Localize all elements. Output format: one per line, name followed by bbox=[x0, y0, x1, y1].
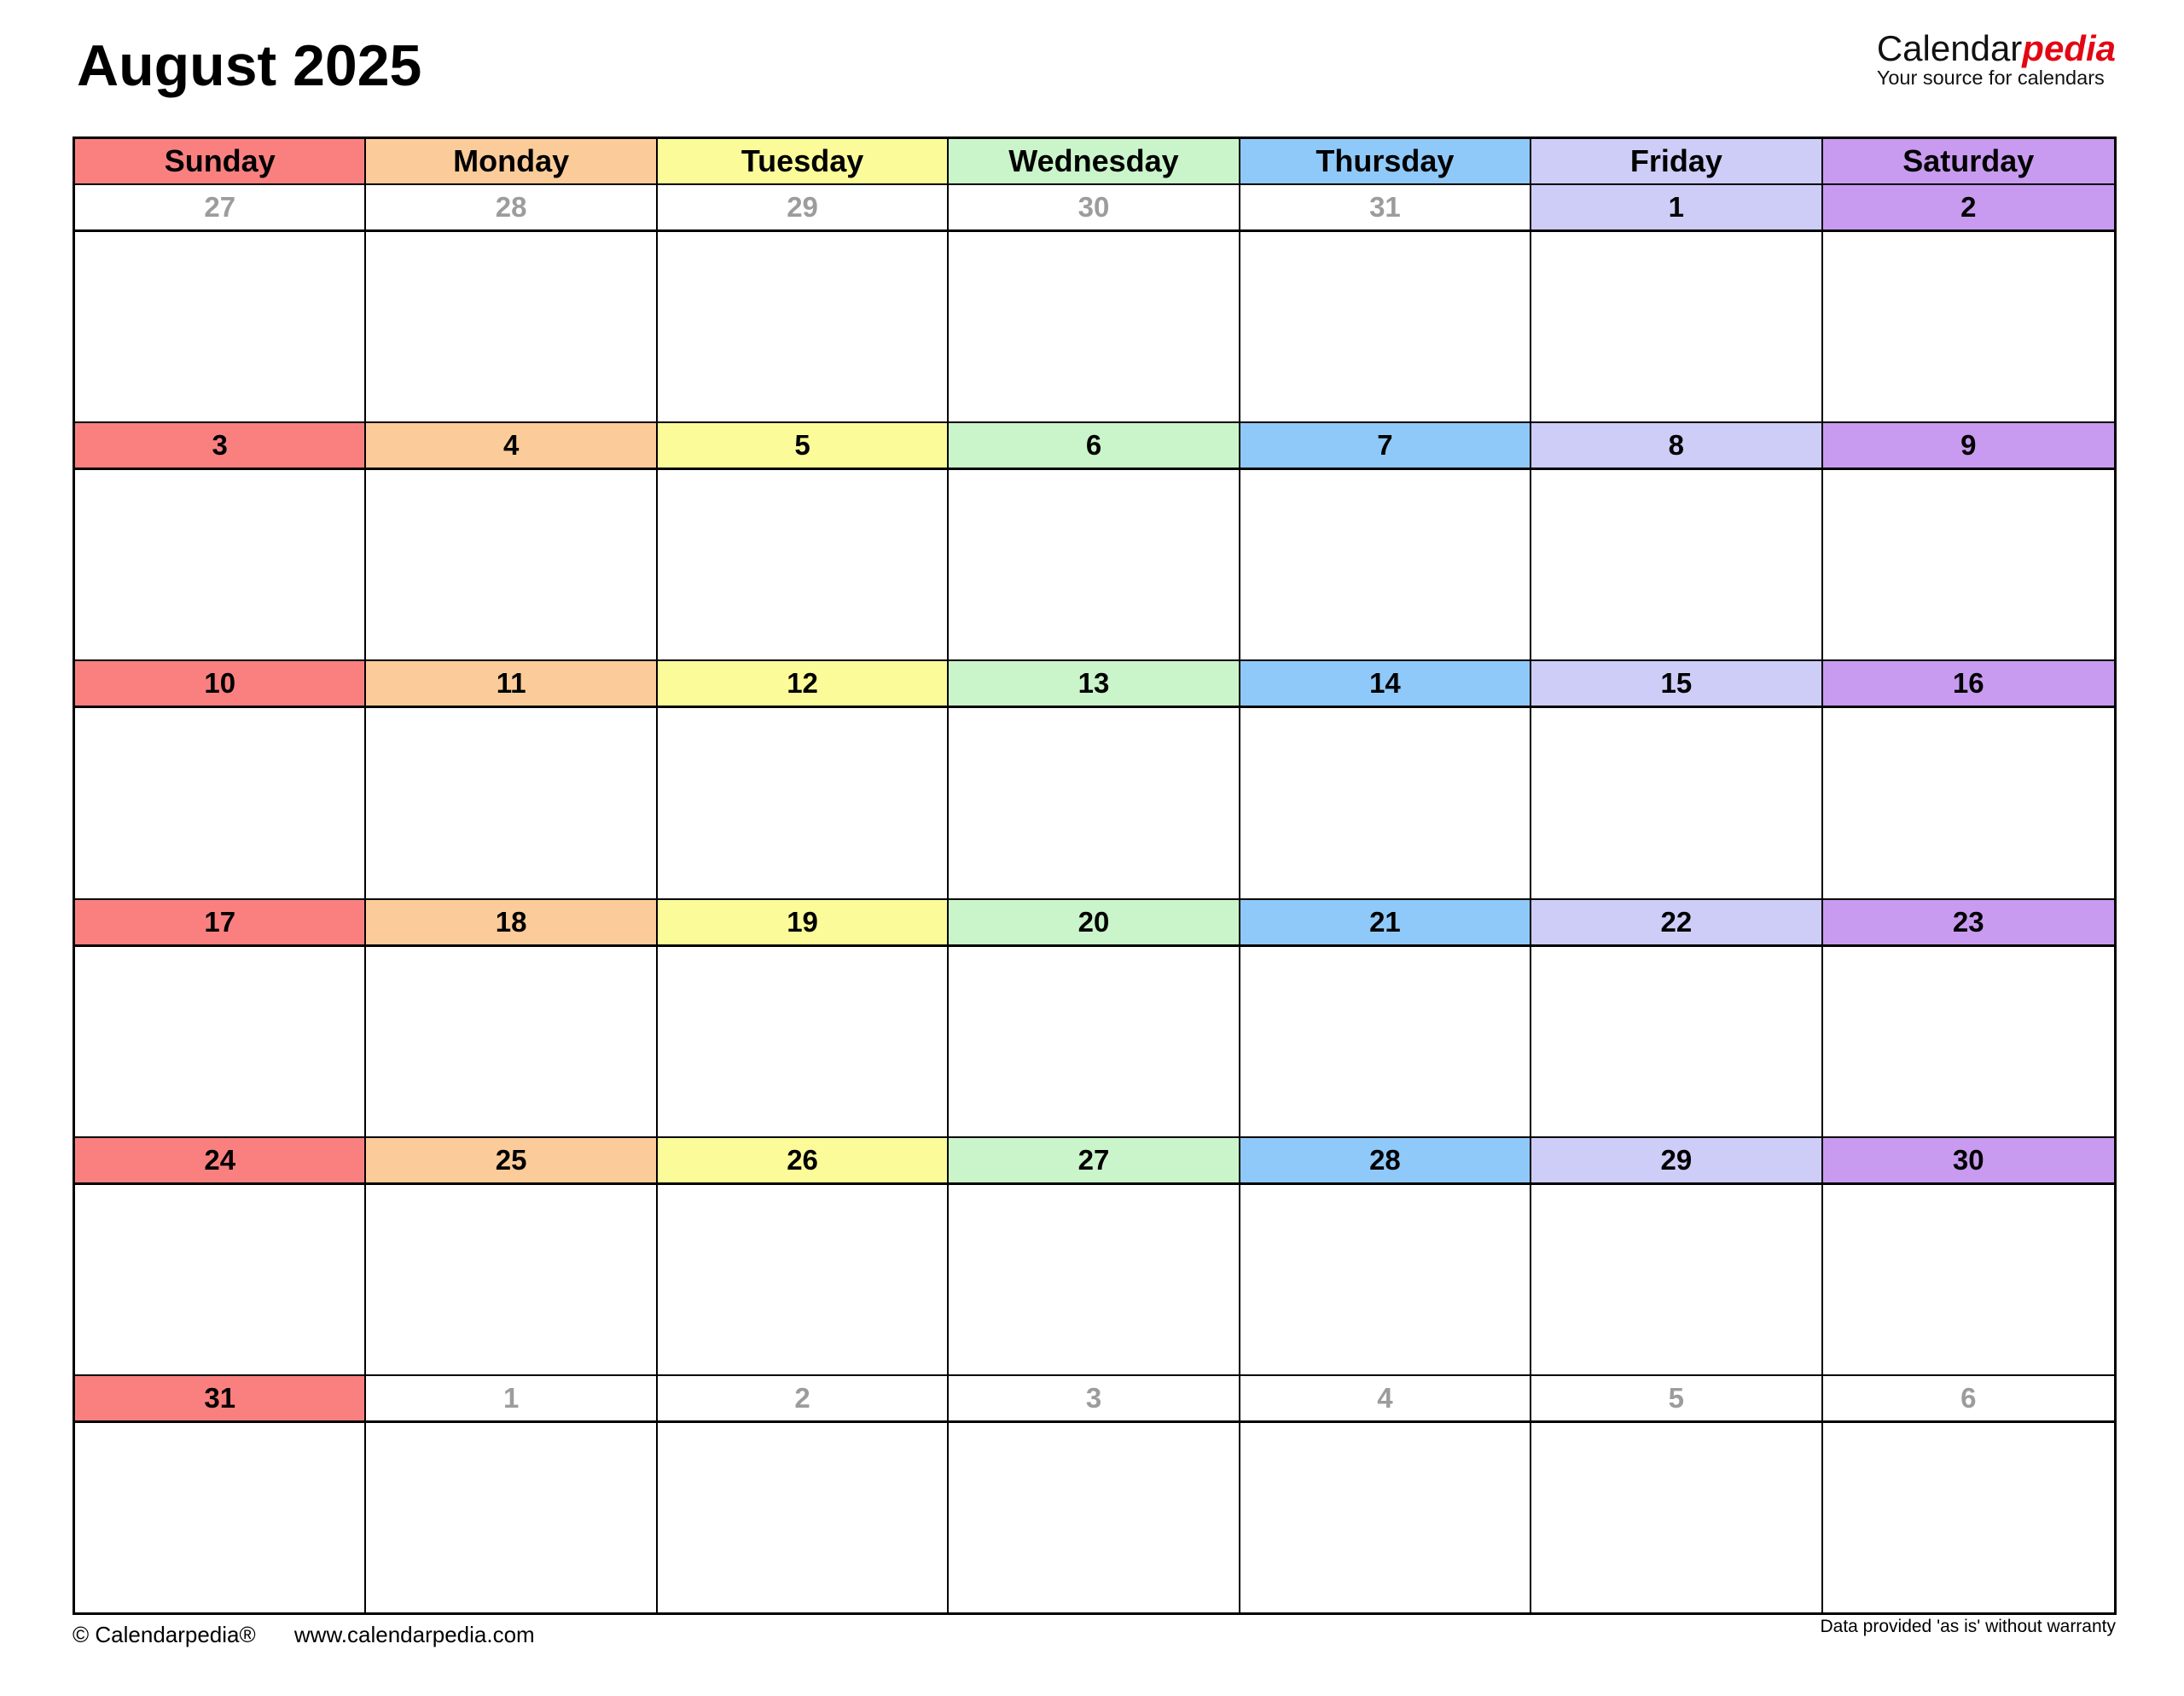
notes-cell bbox=[658, 232, 949, 421]
calendarpedia-url[interactable]: www.calendarpedia.com bbox=[293, 1622, 535, 1647]
footer-disclaimer: Data provided 'as is' without warranty bbox=[1820, 1617, 2116, 1636]
date-cell: 29 bbox=[658, 185, 949, 229]
notes-cell bbox=[1823, 1423, 2114, 1612]
date-cell: 15 bbox=[1531, 661, 1822, 706]
week-4-date-row bbox=[75, 900, 2114, 947]
week-6-notes-row bbox=[75, 1423, 2114, 1612]
week-5-notes-row bbox=[75, 1185, 2114, 1376]
date-cell: 30 bbox=[949, 185, 1240, 229]
date-cell: 17 bbox=[75, 900, 366, 944]
date-cell: 3 bbox=[75, 423, 366, 468]
date-cell: 10 bbox=[75, 661, 366, 706]
page-title: August 2025 bbox=[77, 33, 422, 98]
notes-cell bbox=[1823, 232, 2114, 421]
notes-cell bbox=[1823, 470, 2114, 659]
notes-cell bbox=[658, 470, 949, 659]
date-cell: 24 bbox=[75, 1138, 366, 1182]
notes-cell bbox=[75, 470, 366, 659]
notes-cell bbox=[1240, 1423, 1531, 1612]
notes-cell bbox=[1240, 470, 1531, 659]
copyright-text: © Calendarpedia® bbox=[73, 1622, 256, 1647]
date-cell: 25 bbox=[366, 1138, 657, 1182]
notes-cell bbox=[1531, 1423, 1822, 1612]
week-1-notes-row bbox=[75, 232, 2114, 423]
notes-cell bbox=[1240, 708, 1531, 897]
date-cell: 1 bbox=[1531, 185, 1822, 229]
notes-cell bbox=[949, 947, 1240, 1136]
date-cell: 30 bbox=[1823, 1138, 2114, 1182]
notes-cell bbox=[1531, 947, 1822, 1136]
date-cell: 27 bbox=[75, 185, 366, 229]
notes-cell bbox=[366, 1423, 657, 1612]
date-cell: 12 bbox=[658, 661, 949, 706]
logo-wordmark-red: pedia bbox=[2022, 28, 2116, 68]
notes-cell bbox=[75, 947, 366, 1136]
notes-cell bbox=[1823, 708, 2114, 897]
week-3-notes-row bbox=[75, 708, 2114, 899]
week-1-date-row bbox=[75, 185, 2114, 232]
date-cell: 4 bbox=[1240, 1376, 1531, 1420]
notes-cell bbox=[658, 708, 949, 897]
notes-cell bbox=[1531, 470, 1822, 659]
date-cell: 9 bbox=[1823, 423, 2114, 468]
notes-cell bbox=[75, 708, 366, 897]
notes-cell bbox=[1240, 947, 1531, 1136]
notes-cell bbox=[1823, 947, 2114, 1136]
date-cell: 5 bbox=[658, 423, 949, 468]
notes-cell bbox=[658, 1185, 949, 1374]
day-header-monday: Monday bbox=[366, 139, 657, 183]
day-header-saturday: Saturday bbox=[1823, 139, 2114, 183]
date-cell: 27 bbox=[949, 1138, 1240, 1182]
week-2-date-row bbox=[75, 423, 2114, 470]
date-cell: 16 bbox=[1823, 661, 2114, 706]
date-cell: 5 bbox=[1531, 1376, 1822, 1420]
date-cell: 7 bbox=[1240, 423, 1531, 468]
notes-cell bbox=[75, 1185, 366, 1374]
notes-cell bbox=[366, 1185, 657, 1374]
date-cell: 2 bbox=[1823, 185, 2114, 229]
date-cell: 21 bbox=[1240, 900, 1531, 944]
notes-cell bbox=[949, 1185, 1240, 1374]
notes-cell bbox=[658, 947, 949, 1136]
calendarpedia-logo bbox=[1877, 29, 2116, 90]
date-cell: 6 bbox=[949, 423, 1240, 468]
calendar-grid bbox=[73, 136, 2117, 1615]
notes-cell bbox=[366, 470, 657, 659]
day-header-friday: Friday bbox=[1531, 139, 1822, 183]
notes-cell bbox=[1531, 1185, 1822, 1374]
day-header-row bbox=[75, 139, 2114, 185]
logo-wordmark-black: Calendar bbox=[1876, 28, 2023, 68]
notes-cell bbox=[1531, 708, 1822, 897]
date-cell: 2 bbox=[658, 1376, 949, 1420]
week-5-date-row bbox=[75, 1138, 2114, 1185]
notes-cell bbox=[949, 232, 1240, 421]
notes-cell bbox=[949, 708, 1240, 897]
notes-cell bbox=[366, 232, 657, 421]
week-2-notes-row bbox=[75, 470, 2114, 661]
logo-wordmark bbox=[1877, 29, 2116, 67]
date-cell: 28 bbox=[1240, 1138, 1531, 1182]
date-cell: 6 bbox=[1823, 1376, 2114, 1420]
logo-tagline: Your source for calendars bbox=[1876, 67, 2105, 90]
date-cell: 26 bbox=[658, 1138, 949, 1182]
date-cell: 14 bbox=[1240, 661, 1531, 706]
week-4-notes-row bbox=[75, 947, 2114, 1138]
notes-cell bbox=[949, 1423, 1240, 1612]
date-cell: 1 bbox=[366, 1376, 657, 1420]
date-cell: 31 bbox=[75, 1376, 366, 1420]
notes-cell bbox=[366, 947, 657, 1136]
footer-copyright bbox=[73, 1622, 535, 1648]
date-cell: 4 bbox=[366, 423, 657, 468]
date-cell: 8 bbox=[1531, 423, 1822, 468]
notes-cell bbox=[75, 1423, 366, 1612]
week-3-date-row bbox=[75, 661, 2114, 708]
day-header-sunday: Sunday bbox=[75, 139, 366, 183]
notes-cell bbox=[75, 232, 366, 421]
date-cell: 11 bbox=[366, 661, 657, 706]
notes-cell bbox=[1823, 1185, 2114, 1374]
date-cell: 28 bbox=[366, 185, 657, 229]
day-header-wednesday: Wednesday bbox=[949, 139, 1240, 183]
date-cell: 22 bbox=[1531, 900, 1822, 944]
date-cell: 13 bbox=[949, 661, 1240, 706]
week-6-date-row bbox=[75, 1376, 2114, 1423]
notes-cell bbox=[1240, 232, 1531, 421]
date-cell: 29 bbox=[1531, 1138, 1822, 1182]
notes-cell bbox=[1240, 1185, 1531, 1374]
notes-cell bbox=[658, 1423, 949, 1612]
notes-cell bbox=[1531, 232, 1822, 421]
notes-cell bbox=[366, 708, 657, 897]
date-cell: 3 bbox=[949, 1376, 1240, 1420]
date-cell: 31 bbox=[1240, 185, 1531, 229]
date-cell: 23 bbox=[1823, 900, 2114, 944]
day-header-thursday: Thursday bbox=[1240, 139, 1531, 183]
date-cell: 18 bbox=[366, 900, 657, 944]
day-header-tuesday: Tuesday bbox=[658, 139, 949, 183]
date-cell: 19 bbox=[658, 900, 949, 944]
date-cell: 20 bbox=[949, 900, 1240, 944]
notes-cell bbox=[949, 470, 1240, 659]
